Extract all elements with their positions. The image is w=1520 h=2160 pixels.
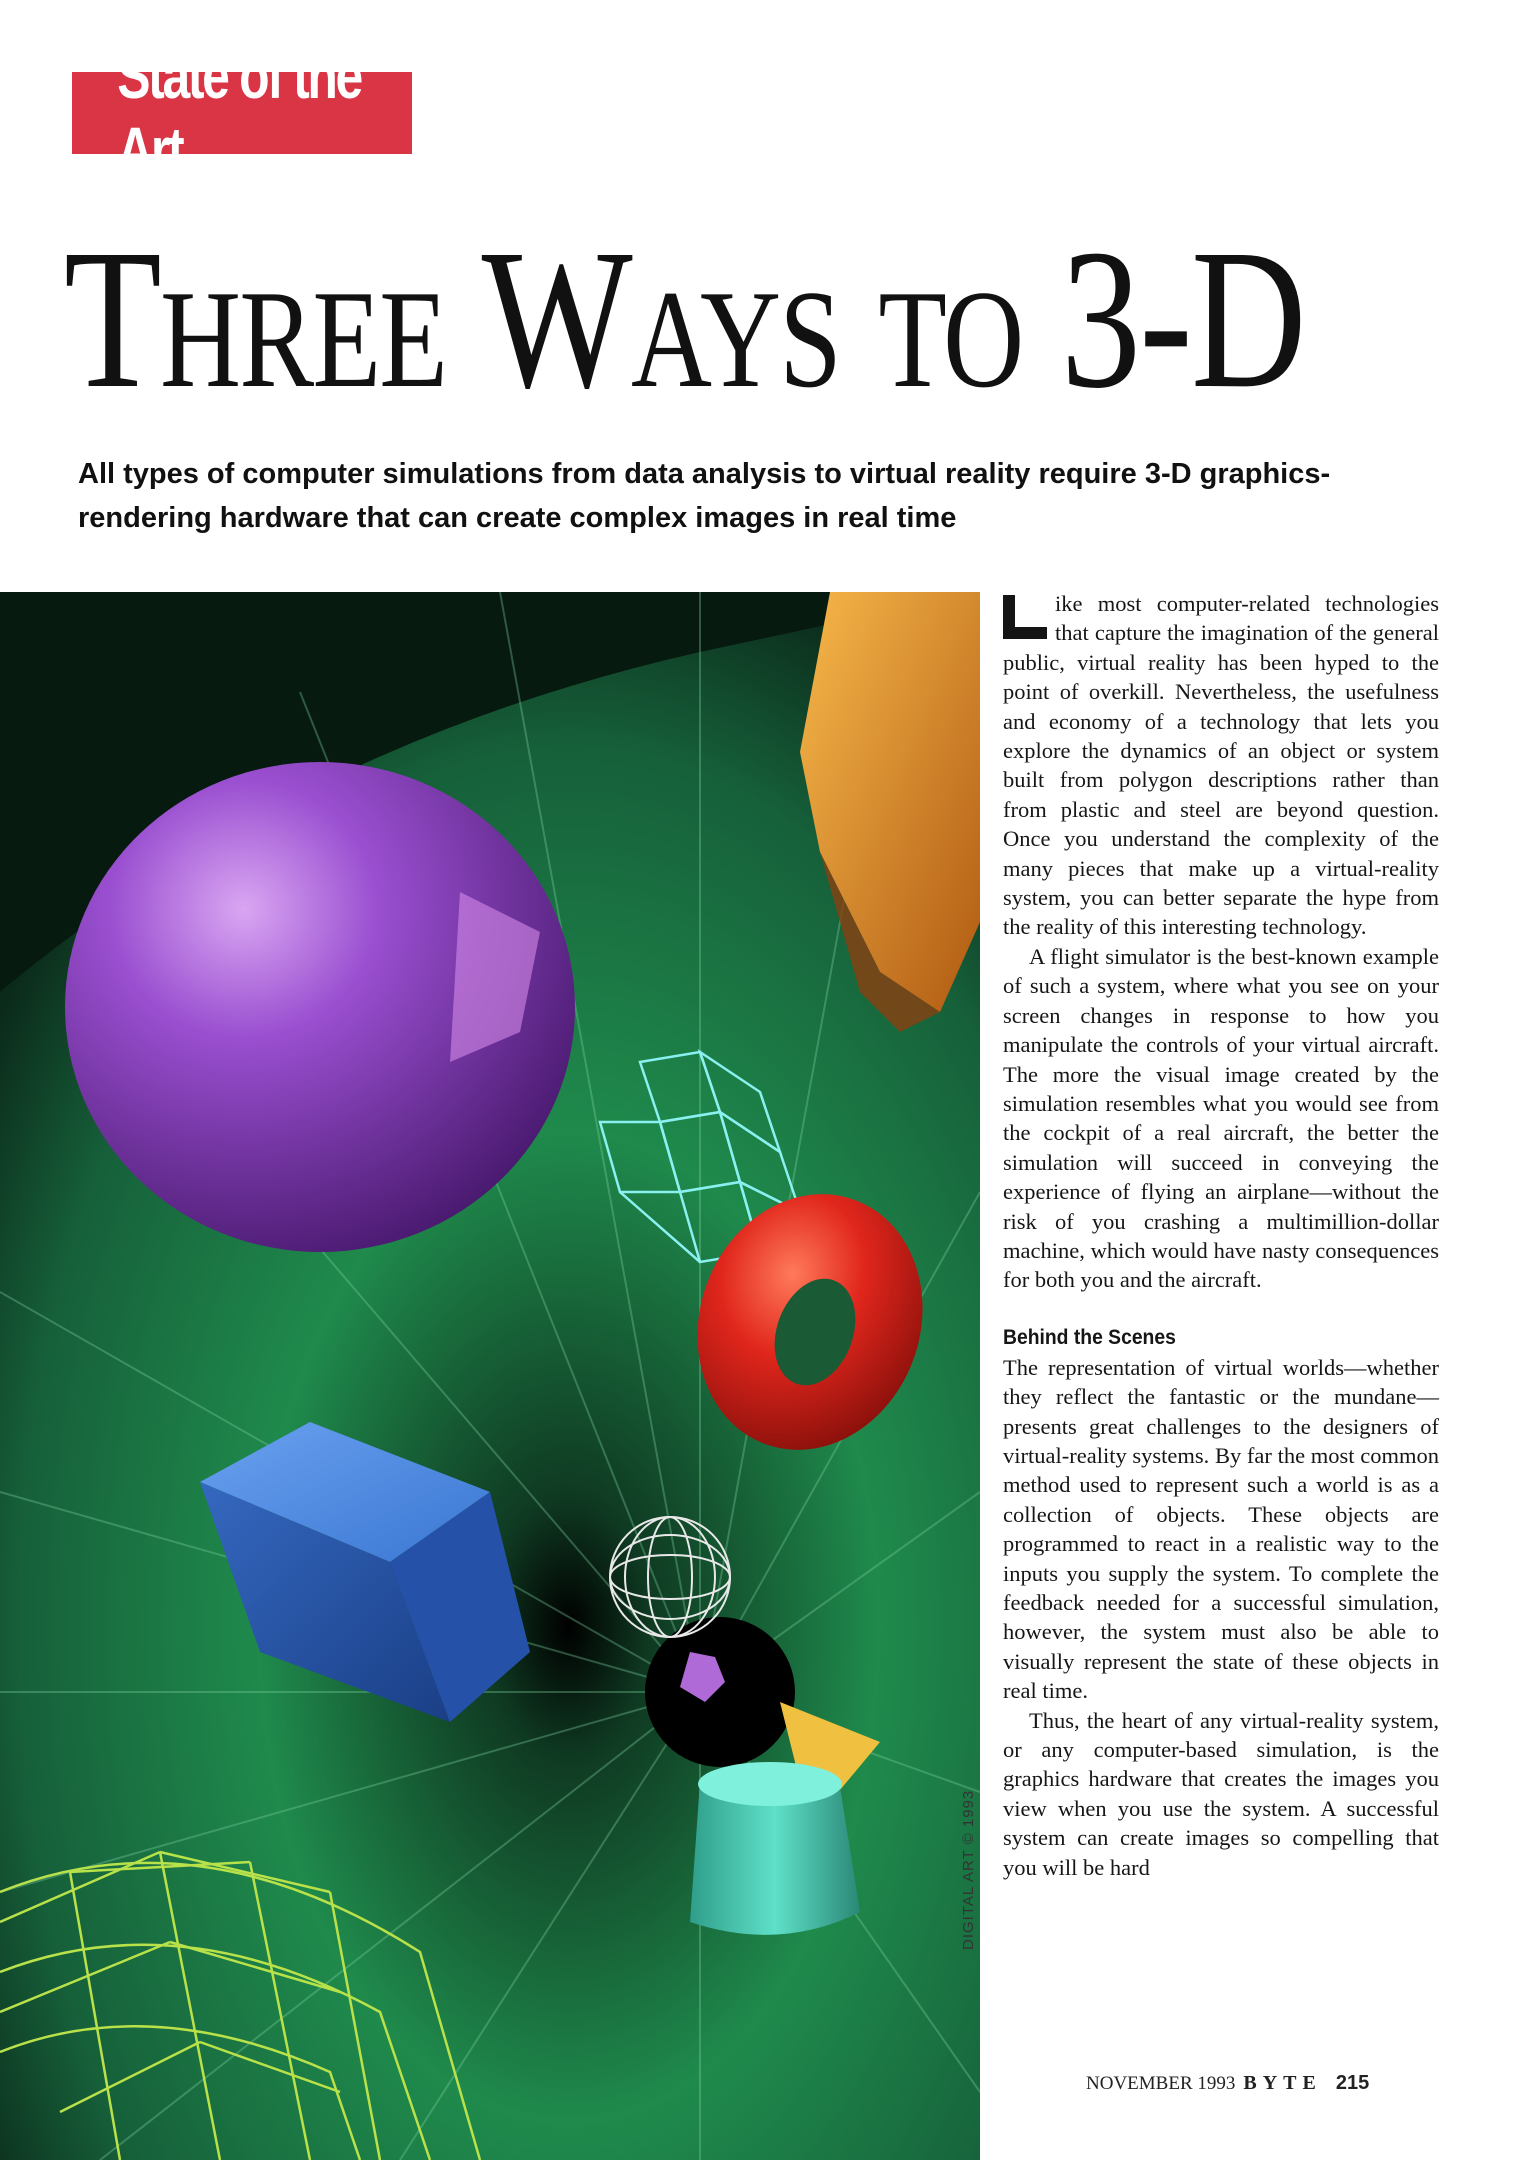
body-paragraph: Thus, the heart of any virtual-reality system, or any computer-based simulation, is the graphics hardware that creates the images you view when you use the system. A successful system can create images so compelling that you will be hard [1003, 1707, 1439, 1880]
headline: Three Ways to 3-D [64, 209, 1305, 430]
body-paragraph: ike most computer-related technologies that capture the imagination of the general public, virtual reality has been hyped to the point of overkill. Nevertheless, the usefulness and economy of a technology that lets you explore the dynamics of an object or system built from polygon descriptions rather than from plastic and steel are beyond question. Once you understand the complexity of the many pieces that make up a virtual-reality system, you can better separate the hype from the reality of this interesting technology. [1003, 591, 1439, 940]
body-paragraph: A flight simulator is the best-known example of such a system, where what you see on your screen changes in response to how you manipulate the controls of your virtual aircraft. The more the visual image created by the simulation resembles what you would see from the cockpit of a real aircraft, the better the simulation will succeed in conveying the experience of flying an airplane—without the risk of you crashing a multimillion-dollar machine, which would have nasty consequences for both you and the aircraft. [1003, 943, 1439, 1293]
art-credit: DIGITAL ART © 1993 [960, 1789, 977, 1950]
page-number: 215 [1335, 2072, 1370, 2094]
drop-cap-l [1003, 595, 1047, 639]
page-folio [1086, 2072, 1446, 2102]
department-tag [72, 40, 412, 186]
department-label: State of the Art [117, 40, 361, 186]
section-subhead: Behind the Scenes [1003, 1325, 1176, 1349]
folio-magazine: BYTE [1243, 2072, 1322, 2094]
body-paragraph: The representation of virtual worlds—whether they reflect the fantastic or the mundane—presents great challenges to the designers of virtual-reality systems. By far the most common method used to represent such a world is as a collection of objects. These objects are programmed to react in a realistic way to the inputs you supply the system. To complete the feedback needed for a successful simulation, however, the system must also be able to visually represent the state of these objects in real time. [1003, 1354, 1439, 1704]
deck: All types of computer simulations from data analysis to virtual reality require 3-D graphics-rendering hardware that can create complex images in real time [78, 458, 1331, 534]
cover-artwork [0, 592, 980, 2160]
article-body [1003, 589, 1439, 1882]
folio-date: NOVEMBER 1993 [1086, 2073, 1236, 2094]
